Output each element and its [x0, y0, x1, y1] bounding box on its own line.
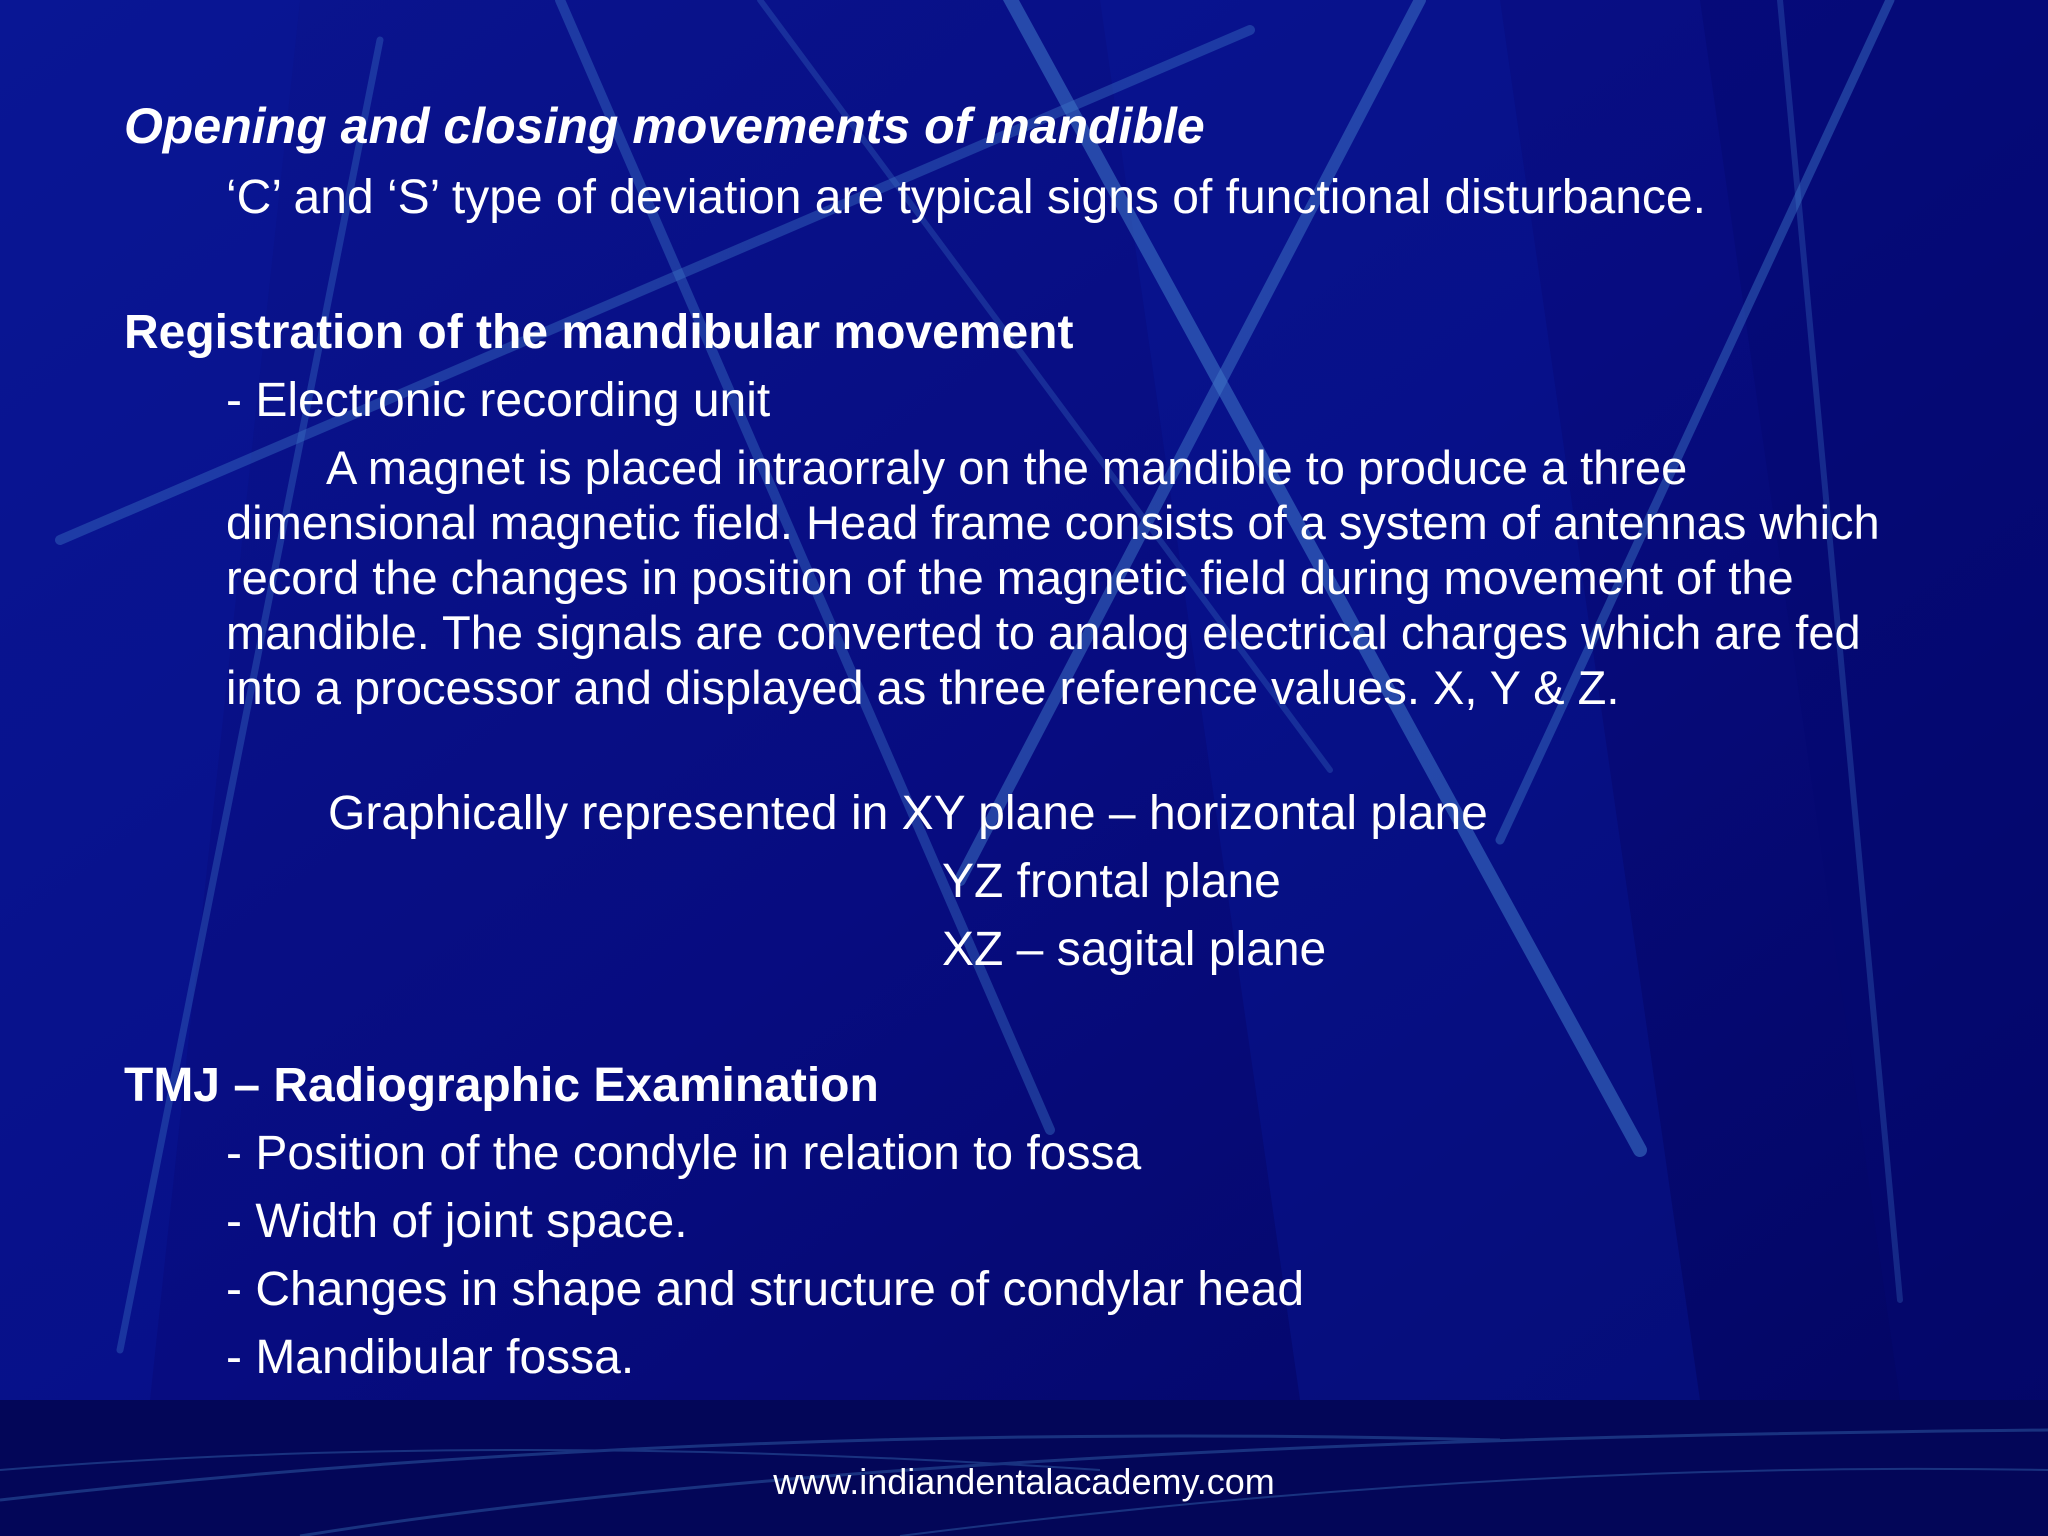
- list-item: - Width of joint space.: [226, 1195, 688, 1248]
- plane-xz-line: XZ – sagital plane: [942, 923, 1327, 976]
- deviation-statement: ‘C’ and ‘S’ type of deviation are typical signs of functional disturbance.: [226, 171, 1706, 224]
- magnet-description-paragraph: [226, 440, 1906, 715]
- footer-website: www.indiandentalacademy.com: [773, 1461, 1275, 1502]
- plane-yz-line: YZ frontal plane: [942, 855, 1281, 908]
- heading-tmj-radiographic: TMJ – Radiographic Examination: [124, 1059, 879, 1112]
- electronic-recording-item: - Electronic recording unit: [226, 374, 771, 427]
- paragraph-text: A magnet is placed intraorraly on the mandible to produce a three dimensional magnetic field. Head frame consists of a system of antennas which record the changes in position of the magnetic field during movement of the mandible. The signals are converted to analog electrical charges which are fed into a processor and displayed as three reference values. X, Y & Z.: [226, 441, 1880, 714]
- list-item: - Mandibular fossa.: [226, 1331, 635, 1384]
- heading-registration: Registration of the mandibular movement: [124, 306, 1074, 359]
- list-item: - Position of the condyle in relation to fossa: [226, 1127, 1142, 1180]
- heading-opening-closing: Opening and closing movements of mandible: [124, 98, 1205, 154]
- plane-xy-line: Graphically represented in XY plane – horizontal plane: [328, 787, 1488, 840]
- list-item: - Changes in shape and structure of condylar head: [226, 1263, 1305, 1316]
